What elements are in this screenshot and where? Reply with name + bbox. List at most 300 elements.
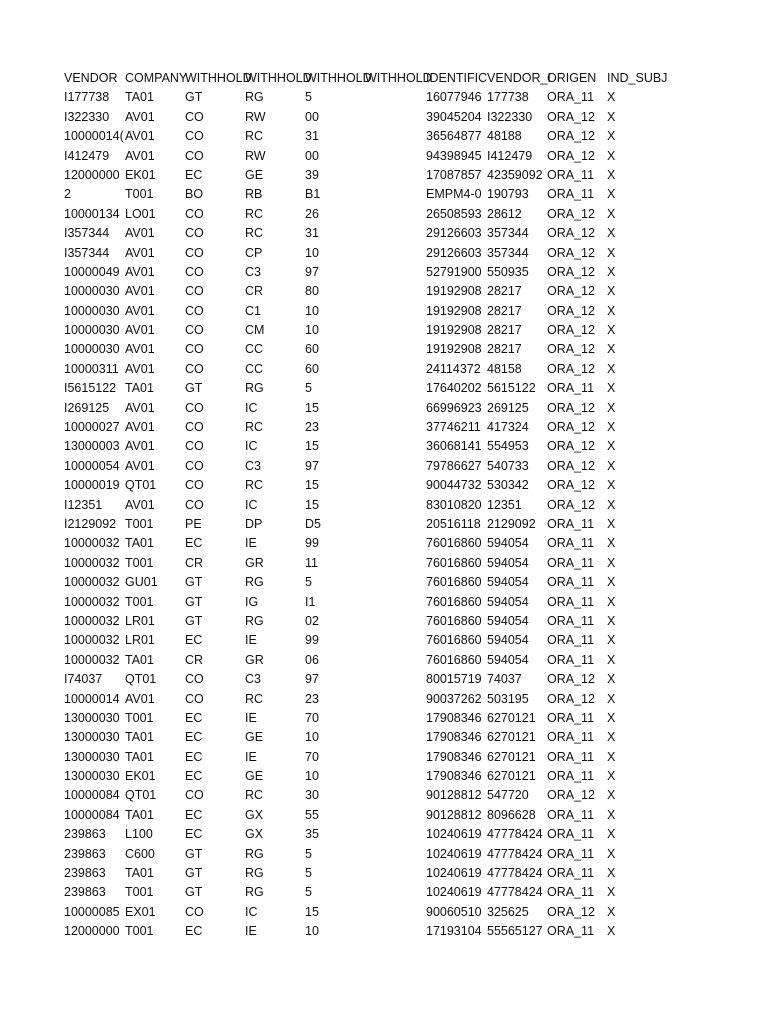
cell-withhold-1[interactable]: CR — [185, 555, 204, 570]
cell-withhold-1[interactable]: GT — [185, 613, 203, 628]
cell-withhold-2[interactable]: RG — [245, 381, 264, 396]
cell-vendor-i[interactable]: 48188 — [487, 129, 522, 144]
cell-company[interactable]: QT01 — [125, 478, 157, 493]
cell-withhold-1[interactable]: CO — [185, 148, 204, 163]
cell-ind-subj[interactable]: X — [607, 323, 616, 338]
cell-identific[interactable]: 17087857 — [426, 167, 482, 182]
cell-withhold-2[interactable]: RB — [245, 187, 263, 202]
cell-identific[interactable]: EMPM4-0 — [426, 187, 482, 202]
cell-company[interactable]: T001 — [125, 885, 154, 900]
cell-origen[interactable]: ORA_12 — [547, 264, 595, 279]
cell-identific[interactable]: 10240619 — [426, 846, 482, 861]
cell-ind-subj[interactable]: X — [607, 691, 616, 706]
cell-vendor-i[interactable]: 530342 — [487, 478, 529, 493]
cell-identific[interactable]: 19192908 — [426, 323, 482, 338]
cell-identific[interactable]: 52791900 — [426, 264, 482, 279]
cell-withhold-3[interactable]: 97 — [305, 264, 319, 279]
cell-withhold-2[interactable]: RC — [245, 478, 264, 493]
header-withhold-3[interactable]: WITHHOLD — [305, 71, 372, 85]
cell-origen[interactable]: ORA_12 — [547, 206, 595, 221]
cell-origen[interactable]: ORA_11 — [547, 555, 595, 570]
cell-origen[interactable]: ORA_11 — [547, 827, 595, 842]
cell-company[interactable]: AV01 — [125, 303, 155, 318]
cell-withhold-2[interactable]: RG — [245, 866, 264, 881]
cell-origen[interactable]: ORA_12 — [547, 420, 595, 435]
cell-vendor-i[interactable]: 48158 — [487, 361, 522, 376]
cell-vendor[interactable]: I12351 — [64, 497, 103, 512]
cell-withhold-1[interactable]: CO — [185, 420, 204, 435]
cell-company[interactable]: LR01 — [125, 633, 155, 648]
cell-withhold-1[interactable]: CO — [185, 109, 204, 124]
cell-withhold-3[interactable]: I1 — [305, 594, 316, 609]
cell-ind-subj[interactable]: X — [607, 885, 616, 900]
cell-vendor[interactable]: 10000019 — [64, 478, 120, 493]
cell-withhold-1[interactable]: PE — [185, 516, 202, 531]
cell-ind-subj[interactable]: X — [607, 555, 616, 570]
cell-ind-subj[interactable]: X — [607, 381, 616, 396]
cell-withhold-2[interactable]: RG — [245, 885, 264, 900]
cell-vendor-i[interactable]: 12351 — [487, 497, 522, 512]
cell-vendor[interactable]: 239863 — [64, 866, 106, 881]
cell-ind-subj[interactable]: X — [607, 439, 616, 454]
cell-company[interactable]: T001 — [125, 555, 154, 570]
cell-withhold-2[interactable]: GE — [245, 730, 264, 745]
cell-vendor[interactable]: 10000027 — [64, 420, 120, 435]
cell-vendor[interactable]: 12000000 — [64, 167, 120, 182]
cell-origen[interactable]: ORA_11 — [547, 730, 595, 745]
cell-vendor[interactable]: 10000134 — [64, 206, 120, 221]
cell-ind-subj[interactable]: X — [607, 129, 616, 144]
cell-company[interactable]: AV01 — [125, 439, 155, 454]
cell-withhold-1[interactable]: CO — [185, 303, 204, 318]
cell-withhold-3[interactable]: 15 — [305, 497, 319, 512]
cell-vendor-i[interactable]: 5615122 — [487, 381, 536, 396]
cell-identific[interactable]: 17908346 — [426, 730, 482, 745]
cell-vendor[interactable]: 10000032 — [64, 594, 120, 609]
cell-vendor-i[interactable]: 177738 — [487, 90, 529, 105]
cell-vendor-i[interactable]: 6270121 — [487, 749, 536, 764]
cell-company[interactable]: T001 — [125, 187, 154, 202]
cell-withhold-2[interactable]: C3 — [245, 264, 261, 279]
cell-withhold-3[interactable]: 35 — [305, 827, 319, 842]
cell-identific[interactable]: 90037262 — [426, 691, 482, 706]
cell-company[interactable]: TA01 — [125, 381, 154, 396]
cell-withhold-3[interactable]: 00 — [305, 148, 319, 163]
cell-withhold-2[interactable]: GX — [245, 827, 264, 842]
cell-origen[interactable]: ORA_11 — [547, 633, 595, 648]
cell-origen[interactable]: ORA_12 — [547, 497, 595, 512]
cell-company[interactable]: AV01 — [125, 284, 155, 299]
cell-ind-subj[interactable]: X — [607, 846, 616, 861]
cell-identific[interactable]: 90044732 — [426, 478, 482, 493]
cell-origen[interactable]: ORA_11 — [547, 885, 595, 900]
cell-origen[interactable]: ORA_11 — [547, 187, 595, 202]
cell-origen[interactable]: ORA_11 — [547, 846, 595, 861]
cell-vendor-i[interactable]: 594054 — [487, 575, 529, 590]
cell-origen[interactable]: ORA_12 — [547, 361, 595, 376]
cell-origen[interactable]: ORA_12 — [547, 148, 595, 163]
cell-ind-subj[interactable]: X — [607, 730, 616, 745]
cell-identific[interactable]: 24114372 — [426, 361, 481, 376]
cell-vendor-i[interactable]: 47778424 — [487, 827, 543, 842]
cell-origen[interactable]: ORA_12 — [547, 109, 595, 124]
cell-vendor-i[interactable]: 74037 — [487, 672, 522, 687]
cell-company[interactable]: AV01 — [125, 458, 155, 473]
cell-withhold-1[interactable]: CO — [185, 206, 204, 221]
cell-identific[interactable]: 76016860 — [426, 594, 482, 609]
cell-withhold-3[interactable]: 10 — [305, 303, 319, 318]
cell-identific[interactable]: 36564877 — [426, 129, 482, 144]
cell-vendor[interactable]: I5615122 — [64, 381, 117, 396]
cell-withhold-3[interactable]: 15 — [305, 400, 319, 415]
cell-withhold-3[interactable]: 97 — [305, 672, 319, 687]
header-company[interactable]: COMPANY — [125, 71, 188, 85]
cell-identific[interactable]: 17908346 — [426, 710, 482, 725]
cell-withhold-1[interactable]: GT — [185, 575, 203, 590]
cell-origen[interactable]: ORA_11 — [547, 652, 595, 667]
cell-vendor[interactable]: 10000085 — [64, 904, 120, 919]
cell-withhold-1[interactable]: CO — [185, 129, 204, 144]
cell-ind-subj[interactable]: X — [607, 361, 616, 376]
cell-vendor-i[interactable]: 554953 — [487, 439, 529, 454]
cell-withhold-2[interactable]: IC — [245, 439, 258, 454]
cell-origen[interactable]: ORA_12 — [547, 672, 595, 687]
cell-withhold-2[interactable]: RC — [245, 206, 264, 221]
cell-withhold-2[interactable]: C1 — [245, 303, 261, 318]
cell-withhold-2[interactable]: C3 — [245, 672, 261, 687]
cell-vendor-i[interactable]: 540733 — [487, 458, 529, 473]
cell-company[interactable]: TA01 — [125, 536, 154, 551]
cell-withhold-3[interactable]: 06 — [305, 652, 319, 667]
cell-withhold-3[interactable]: 00 — [305, 109, 319, 124]
cell-ind-subj[interactable]: X — [607, 516, 616, 531]
cell-withhold-1[interactable]: CO — [185, 478, 204, 493]
cell-identific[interactable]: 76016860 — [426, 555, 482, 570]
header-withhold-1[interactable]: WITHHOLD — [185, 71, 252, 85]
cell-vendor[interactable]: 10000054 — [64, 458, 120, 473]
cell-origen[interactable]: ORA_12 — [547, 458, 595, 473]
cell-company[interactable]: AV01 — [125, 129, 155, 144]
cell-company[interactable]: AV01 — [125, 264, 155, 279]
cell-identific[interactable]: 10240619 — [426, 827, 482, 842]
cell-origen[interactable]: ORA_12 — [547, 245, 595, 260]
cell-ind-subj[interactable]: X — [607, 575, 616, 590]
cell-origen[interactable]: ORA_11 — [547, 167, 595, 182]
cell-withhold-1[interactable]: CO — [185, 264, 204, 279]
cell-identific[interactable]: 79786627 — [426, 458, 482, 473]
cell-vendor-i[interactable]: 6270121 — [487, 710, 536, 725]
cell-ind-subj[interactable]: X — [607, 807, 616, 822]
cell-withhold-2[interactable]: CC — [245, 361, 264, 376]
header-withhold-2[interactable]: WITHHOLD — [245, 71, 312, 85]
cell-identific[interactable]: 76016860 — [426, 652, 482, 667]
cell-withhold-2[interactable]: C3 — [245, 458, 261, 473]
cell-vendor-i[interactable]: 28217 — [487, 284, 522, 299]
cell-vendor-i[interactable]: 47778424 — [487, 846, 543, 861]
cell-withhold-2[interactable]: IE — [245, 536, 257, 551]
cell-company[interactable]: GU01 — [125, 575, 158, 590]
cell-withhold-1[interactable]: CO — [185, 226, 204, 241]
cell-company[interactable]: AV01 — [125, 420, 155, 435]
cell-vendor[interactable]: I177738 — [64, 90, 110, 105]
cell-vendor-i[interactable]: 42359092 — [487, 167, 543, 182]
cell-ind-subj[interactable]: X — [607, 148, 616, 163]
cell-origen[interactable]: ORA_11 — [547, 594, 595, 609]
cell-vendor[interactable]: 13000030 — [64, 749, 120, 764]
cell-company[interactable]: QT01 — [125, 788, 157, 803]
cell-vendor-i[interactable]: I412479 — [487, 148, 533, 163]
cell-origen[interactable]: ORA_11 — [547, 924, 595, 939]
cell-withhold-2[interactable]: RC — [245, 420, 264, 435]
header-vendor[interactable]: VENDOR — [64, 71, 118, 85]
cell-withhold-2[interactable]: RC — [245, 129, 264, 144]
cell-identific[interactable]: 19192908 — [426, 342, 482, 357]
header-vendor-i[interactable]: VENDOR_I — [487, 71, 551, 85]
cell-withhold-3[interactable]: 30 — [305, 788, 319, 803]
cell-identific[interactable]: 17908346 — [426, 769, 482, 784]
cell-ind-subj[interactable]: X — [607, 458, 616, 473]
cell-vendor[interactable]: 10000084 — [64, 788, 120, 803]
cell-vendor-i[interactable]: 55565127 — [487, 924, 543, 939]
cell-withhold-3[interactable]: 5 — [305, 90, 312, 105]
header-origen[interactable]: ORIGEN — [547, 71, 597, 85]
cell-vendor[interactable]: I412479 — [64, 148, 110, 163]
cell-withhold-2[interactable]: IC — [245, 400, 258, 415]
cell-withhold-1[interactable]: EC — [185, 167, 203, 182]
cell-withhold-1[interactable]: CO — [185, 284, 204, 299]
cell-ind-subj[interactable]: X — [607, 613, 616, 628]
cell-company[interactable]: LO01 — [125, 206, 156, 221]
header-identific[interactable]: IDENTIFIC — [426, 71, 488, 85]
cell-ind-subj[interactable]: X — [607, 342, 616, 357]
cell-withhold-3[interactable]: 5 — [305, 866, 312, 881]
cell-withhold-1[interactable]: CO — [185, 400, 204, 415]
cell-identific[interactable]: 17193104 — [426, 924, 482, 939]
cell-ind-subj[interactable]: X — [607, 866, 616, 881]
cell-withhold-1[interactable]: GT — [185, 381, 203, 396]
cell-ind-subj[interactable]: X — [607, 226, 616, 241]
cell-vendor[interactable]: I357344 — [64, 245, 110, 260]
cell-company[interactable]: EX01 — [125, 904, 156, 919]
cell-withhold-3[interactable]: 99 — [305, 536, 319, 551]
cell-vendor-i[interactable]: 6270121 — [487, 730, 536, 745]
cell-vendor-i[interactable]: 190793 — [487, 187, 529, 202]
cell-origen[interactable]: ORA_12 — [547, 303, 595, 318]
cell-vendor-i[interactable]: 6270121 — [487, 769, 536, 784]
cell-withhold-3[interactable]: D5 — [305, 516, 321, 531]
cell-company[interactable]: C600 — [125, 846, 155, 861]
cell-withhold-3[interactable]: 15 — [305, 439, 319, 454]
cell-origen[interactable]: ORA_11 — [547, 710, 595, 725]
cell-withhold-2[interactable]: CM — [245, 323, 265, 338]
cell-ind-subj[interactable]: X — [607, 90, 616, 105]
cell-vendor[interactable]: 10000032 — [64, 613, 120, 628]
cell-withhold-3[interactable]: 23 — [305, 691, 319, 706]
cell-withhold-3[interactable]: 97 — [305, 458, 319, 473]
cell-company[interactable]: QT01 — [125, 672, 157, 687]
cell-vendor-i[interactable]: 503195 — [487, 691, 529, 706]
cell-withhold-3[interactable]: 80 — [305, 284, 319, 299]
cell-identific[interactable]: 17640202 — [426, 381, 482, 396]
cell-origen[interactable]: ORA_11 — [547, 90, 595, 105]
cell-ind-subj[interactable]: X — [607, 594, 616, 609]
cell-ind-subj[interactable]: X — [607, 497, 616, 512]
cell-withhold-1[interactable]: CO — [185, 439, 204, 454]
cell-origen[interactable]: ORA_11 — [547, 575, 595, 590]
cell-company[interactable]: AV01 — [125, 323, 155, 338]
cell-withhold-1[interactable]: EC — [185, 536, 203, 551]
cell-ind-subj[interactable]: X — [607, 167, 616, 182]
cell-withhold-2[interactable]: IC — [245, 904, 258, 919]
header-ind-subj[interactable]: IND_SUBJ — [607, 71, 668, 85]
cell-company[interactable]: LR01 — [125, 613, 155, 628]
cell-ind-subj[interactable]: X — [607, 303, 616, 318]
cell-vendor[interactable]: 10000084 — [64, 807, 120, 822]
cell-vendor[interactable]: 13000003 — [64, 439, 120, 454]
cell-vendor[interactable]: 10000014( — [64, 129, 124, 144]
cell-withhold-3[interactable]: 60 — [305, 342, 319, 357]
cell-origen[interactable]: ORA_12 — [547, 323, 595, 338]
cell-vendor-i[interactable]: 28217 — [487, 303, 522, 318]
cell-vendor[interactable]: I357344 — [64, 226, 110, 241]
cell-withhold-3[interactable]: 99 — [305, 633, 319, 648]
cell-withhold-1[interactable]: EC — [185, 730, 203, 745]
cell-identific[interactable]: 66996923 — [426, 400, 482, 415]
cell-vendor[interactable]: 10000032 — [64, 652, 120, 667]
cell-origen[interactable]: ORA_12 — [547, 439, 595, 454]
cell-company[interactable]: TA01 — [125, 90, 154, 105]
cell-vendor[interactable]: 10000030 — [64, 284, 120, 299]
cell-vendor[interactable]: 10000030 — [64, 342, 120, 357]
cell-withhold-2[interactable]: RC — [245, 226, 264, 241]
cell-identific[interactable]: 19192908 — [426, 284, 482, 299]
cell-withhold-2[interactable]: CP — [245, 245, 263, 260]
cell-withhold-2[interactable]: RG — [245, 846, 264, 861]
cell-withhold-3[interactable]: B1 — [305, 187, 321, 202]
cell-withhold-1[interactable]: CO — [185, 245, 204, 260]
cell-identific[interactable]: 76016860 — [426, 575, 482, 590]
cell-ind-subj[interactable]: X — [607, 109, 616, 124]
cell-withhold-3[interactable]: 5 — [305, 575, 312, 590]
cell-vendor[interactable]: 13000030 — [64, 710, 120, 725]
cell-withhold-1[interactable]: GT — [185, 594, 203, 609]
cell-ind-subj[interactable]: X — [607, 478, 616, 493]
cell-vendor-i[interactable]: 594054 — [487, 633, 529, 648]
cell-company[interactable]: AV01 — [125, 361, 155, 376]
cell-withhold-3[interactable]: 31 — [305, 129, 319, 144]
cell-vendor[interactable]: 239863 — [64, 827, 106, 842]
cell-identific[interactable]: 76016860 — [426, 536, 482, 551]
cell-vendor-i[interactable]: 550935 — [487, 264, 529, 279]
cell-company[interactable]: AV01 — [125, 109, 155, 124]
cell-vendor-i[interactable]: 594054 — [487, 613, 529, 628]
cell-vendor[interactable]: 13000030 — [64, 769, 120, 784]
cell-ind-subj[interactable]: X — [607, 924, 616, 939]
cell-company[interactable]: TA01 — [125, 866, 154, 881]
cell-origen[interactable]: ORA_12 — [547, 904, 595, 919]
cell-vendor[interactable]: 239863 — [64, 885, 106, 900]
cell-withhold-3[interactable]: 39 — [305, 167, 319, 182]
cell-vendor-i[interactable]: 417324 — [487, 420, 529, 435]
cell-identific[interactable]: 90128812 — [426, 807, 482, 822]
cell-withhold-1[interactable]: GT — [185, 846, 203, 861]
cell-withhold-2[interactable]: IC — [245, 497, 258, 512]
cell-company[interactable]: AV01 — [125, 342, 155, 357]
cell-vendor-i[interactable]: 594054 — [487, 555, 529, 570]
header-withhold-4[interactable]: WITHHOLD — [365, 71, 432, 85]
cell-withhold-2[interactable]: GX — [245, 807, 264, 822]
cell-withhold-1[interactable]: CO — [185, 691, 204, 706]
cell-ind-subj[interactable]: X — [607, 904, 616, 919]
cell-identific[interactable]: 20516118 — [426, 516, 481, 531]
cell-withhold-2[interactable]: GR — [245, 652, 264, 667]
cell-vendor[interactable]: 10000030 — [64, 303, 120, 318]
cell-withhold-3[interactable]: 10 — [305, 245, 319, 260]
cell-withhold-2[interactable]: RW — [245, 148, 266, 163]
cell-identific[interactable]: 19192908 — [426, 303, 482, 318]
cell-identific[interactable]: 90060510 — [426, 904, 482, 919]
cell-company[interactable]: AV01 — [125, 691, 155, 706]
cell-ind-subj[interactable]: X — [607, 264, 616, 279]
cell-company[interactable]: TA01 — [125, 749, 154, 764]
cell-ind-subj[interactable]: X — [607, 420, 616, 435]
cell-withhold-2[interactable]: GR — [245, 555, 264, 570]
cell-ind-subj[interactable]: X — [607, 633, 616, 648]
cell-withhold-1[interactable]: CO — [185, 323, 204, 338]
cell-company[interactable]: T001 — [125, 924, 154, 939]
cell-ind-subj[interactable]: X — [607, 710, 616, 725]
cell-vendor-i[interactable]: 547720 — [487, 788, 529, 803]
cell-withhold-1[interactable]: GT — [185, 866, 203, 881]
cell-origen[interactable]: ORA_12 — [547, 129, 595, 144]
cell-vendor-i[interactable]: 594054 — [487, 652, 529, 667]
cell-withhold-3[interactable]: 70 — [305, 710, 319, 725]
cell-vendor[interactable]: 10000014 — [64, 691, 120, 706]
cell-withhold-3[interactable]: 11 — [305, 555, 318, 570]
cell-withhold-2[interactable]: CC — [245, 342, 264, 357]
cell-withhold-2[interactable]: RW — [245, 109, 266, 124]
cell-origen[interactable]: ORA_12 — [547, 342, 595, 357]
cell-vendor-i[interactable]: 28612 — [487, 206, 522, 221]
cell-withhold-1[interactable]: CO — [185, 458, 204, 473]
cell-identific[interactable]: 76016860 — [426, 633, 482, 648]
cell-withhold-1[interactable]: EC — [185, 769, 203, 784]
cell-withhold-1[interactable]: CO — [185, 672, 204, 687]
cell-vendor-i[interactable]: 357344 — [487, 245, 529, 260]
cell-company[interactable]: AV01 — [125, 400, 155, 415]
cell-origen[interactable]: ORA_11 — [547, 536, 595, 551]
cell-ind-subj[interactable]: X — [607, 672, 616, 687]
cell-identific[interactable]: 90128812 — [426, 788, 482, 803]
cell-withhold-3[interactable]: 10 — [305, 924, 319, 939]
cell-origen[interactable]: ORA_12 — [547, 478, 595, 493]
cell-company[interactable]: TA01 — [125, 807, 154, 822]
cell-ind-subj[interactable]: X — [607, 788, 616, 803]
cell-withhold-2[interactable]: GE — [245, 167, 264, 182]
cell-origen[interactable]: ORA_11 — [547, 866, 595, 881]
cell-origen[interactable]: ORA_12 — [547, 226, 595, 241]
cell-ind-subj[interactable]: X — [607, 245, 616, 260]
cell-company[interactable]: AV01 — [125, 226, 155, 241]
cell-identific[interactable]: 76016860 — [426, 613, 482, 628]
cell-withhold-3[interactable]: 5 — [305, 885, 312, 900]
cell-withhold-1[interactable]: GT — [185, 885, 203, 900]
cell-vendor-i[interactable]: 269125 — [487, 400, 529, 415]
cell-origen[interactable]: ORA_11 — [547, 807, 595, 822]
cell-vendor[interactable]: 239863 — [64, 846, 106, 861]
cell-withhold-3[interactable]: 5 — [305, 381, 312, 396]
cell-ind-subj[interactable]: X — [607, 827, 616, 842]
